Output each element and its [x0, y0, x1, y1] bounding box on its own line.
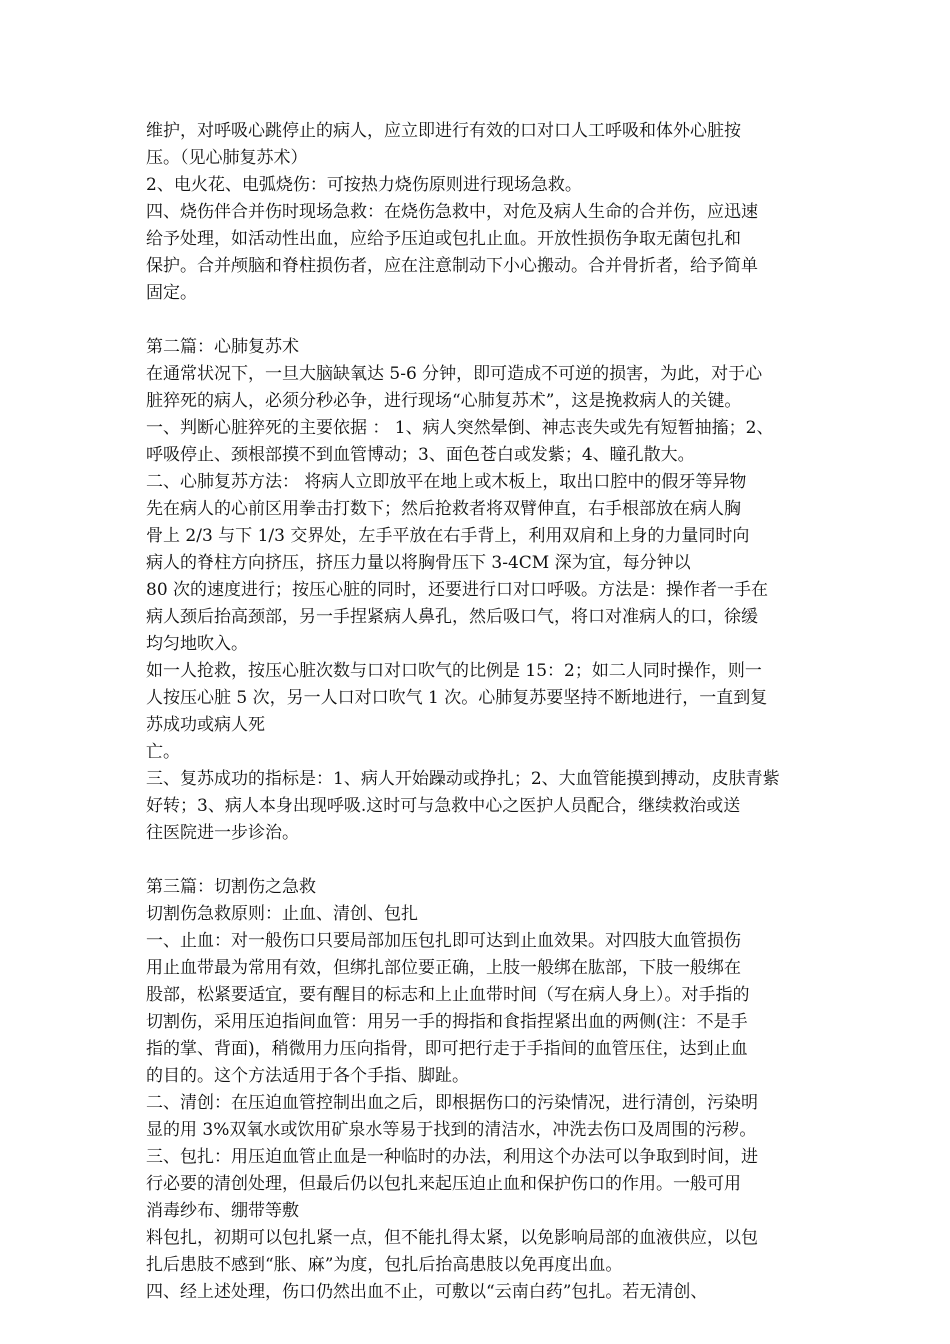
text-line: 切割伤急救原则：止血、清创、包扎	[146, 904, 418, 924]
text-line: 呼吸停止、颈根部摸不到血管博动；3、面色苍白或发紫；4、瞳孔散大。	[146, 445, 695, 465]
text-line: 三、复苏成功的指标是：1、病人开始躁动或挣扎；2、大血管能摸到搏动，皮肤青紫	[146, 769, 780, 789]
text-line: 如一人抢救，按压心脏次数与口对口吹气的比例是 15：2；如二人同时操作，则一	[146, 661, 762, 681]
blank-line	[146, 847, 818, 874]
text-line: 用止血带最为常用有效，但绑扎部位要正确，上肢一般绑在肱部，下肢一般绑在	[146, 958, 741, 978]
text-line: 一、判断心脏猝死的主要依据 ： 1、病人突然晕倒、神志丧失或先有短暂抽搐；2、	[146, 418, 774, 438]
text-line: 行必要的清创处理，但最后仍以包扎来起压迫止血和保护伤口的作用。一般可用	[146, 1174, 741, 1194]
text-line: 在通常状况下，一旦大脑缺氧达 5-6 分钟，即可造成不可逆的损害，为此，对于心	[146, 364, 763, 384]
text-line: 好转；3、病人本身出现呼吸.这时可与急救中心之医护人员配合，继续救治或送	[146, 796, 741, 816]
text-line: 消毒纱布、绷带等敷	[146, 1201, 299, 1221]
text-line: 先在病人的心前区用拳击打数下；然后抢救者将双臂伸直，右手根部放在病人胸	[146, 499, 741, 519]
text-line: 脏猝死的病人，必须分秒必争，进行现场“心肺复苏术”，这是挽救病人的关键。	[146, 391, 742, 411]
text-line: 维护，对呼吸心跳停止的病人，应立即进行有效的口对口人工呼吸和体外心脏按	[146, 121, 741, 141]
text-line: 显的用 3%双氧水或饮用矿泉水等易于找到的清洁水，冲洗去伤口及周围的污秽。	[146, 1120, 757, 1140]
text-line: 压。（见心肺复苏术）	[146, 148, 308, 168]
text-line: 骨上 2/3 与下 1/3 交界处，左手平放在右手背上，利用双肩和上身的力量同时向	[146, 526, 750, 546]
section-heading: 第二篇：心肺复苏术	[146, 337, 299, 357]
text-line: 均匀地吹入。	[146, 634, 248, 654]
text-line: 料包扎，初期可以包扎紧一点，但不能扎得太紧，以免影响局部的血液供应，以包	[146, 1228, 758, 1248]
text-line: 一、止血：对一般伤口只要局部加压包扎即可达到止血效果。对四肢大血管损伤	[146, 931, 741, 951]
text-line: 扎后患肢不感到“胀、麻”为度，包扎后抬高患肢以免再度出血。	[146, 1255, 623, 1275]
text-line: 病人的脊柱方向挤压，挤压力量以将胸骨压下 3-4CM 深为宜，每分钟以	[146, 553, 691, 573]
text-line: 80 次的速度进行；按压心脏的同时，还要进行口对口呼吸。方法是：操作者一手在	[146, 580, 769, 600]
text-line: 二、心肺复苏方法： 将病人立即放平在地上或木板上，取出口腔中的假牙等异物	[146, 472, 747, 492]
text-line: 的目的。这个方法适用于各个手指、脚趾。	[146, 1066, 469, 1086]
text-line: 三、包扎：用压迫血管止血是一种临时的办法，利用这个办法可以争取到时间，进	[146, 1147, 758, 1167]
document-page	[146, 118, 818, 1306]
text-line: 2、电火花、电弧烧伤：可按热力烧伤原则进行现场急救。	[146, 175, 582, 195]
text-line: 四、经上述处理，伤口仍然出血不止，可敷以“云南白药”包扎。若无清创、	[146, 1282, 708, 1302]
text-line: 人按压心脏 5 次，另一人口对口吹气 1 次。心肺复苏要坚持不断地进行，一直到复	[146, 688, 768, 708]
text-line: 亡。	[146, 742, 180, 762]
text-line: 给予处理，如活动性出血，应给予压迫或包扎止血。开放性损伤争取无菌包扎和	[146, 229, 741, 249]
section-heading: 第三篇：切割伤之急救	[146, 877, 316, 897]
text-line: 苏成功或病人死	[146, 715, 265, 735]
text-line: 病人颈后抬高颈部，另一手捏紧病人鼻孔，然后吸口气，将口对准病人的口，徐缓	[146, 607, 758, 627]
text-line: 切割伤，采用压迫指间血管：用另一手的拇指和食指捏紧出血的两侧(注：不是手	[146, 1012, 748, 1032]
text-line: 固定。	[146, 283, 197, 303]
text-line: 四、烧伤伴合并伤时现场急救：在烧伤急救中，对危及病人生命的合并伤，应迅速	[146, 202, 758, 222]
text-line: 保护。合并颅脑和脊柱损伤者，应在注意制动下小心搬动。合并骨折者，给予简单	[146, 256, 758, 276]
text-line: 股部，松紧要适宜，要有醒目的标志和上止血带时间（写在病人身上）。对手指的	[146, 985, 750, 1005]
text-line: 二、清创：在压迫血管控制出血之后，即根据伤口的污染情况，进行清创，污染明	[146, 1093, 758, 1113]
text-line: 指的掌、背面)，稍微用力压向指骨，即可把行走于手指间的血管压住，达到止血	[146, 1039, 748, 1059]
text-line: 往医院进一步诊治。	[146, 823, 299, 843]
blank-line	[146, 307, 818, 334]
